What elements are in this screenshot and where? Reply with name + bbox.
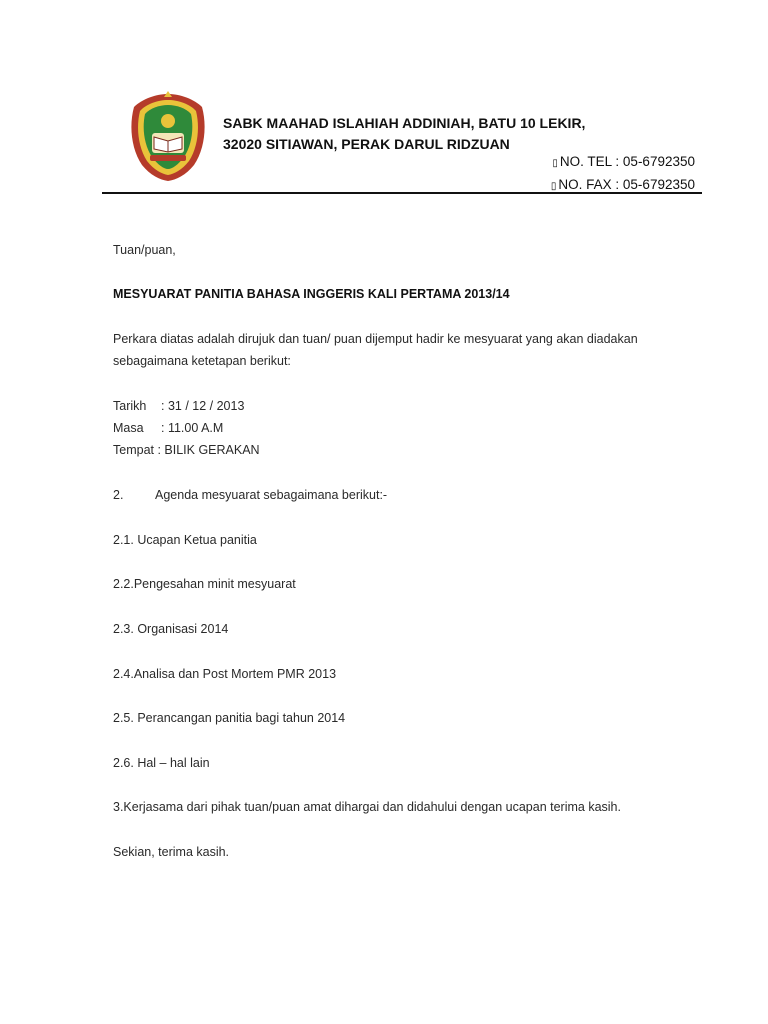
- school-crest-logo: [128, 91, 208, 183]
- date-value: : 31 / 12 / 2013: [161, 399, 245, 413]
- org-name-line: SABK MAAHAD ISLAHIAH ADDINIAH, BATU 10 LEKIR,: [223, 115, 586, 131]
- letter-subject: MESYUARAT PANITIA BAHASA INGGERIS KALI PERTAMA 2013/14: [113, 287, 510, 301]
- agenda-item: 2.1. Ucapan Ketua panitia: [113, 533, 257, 547]
- school-crest-icon: [128, 91, 208, 183]
- org-address-line: 32020 SITIAWAN, PERAK DARUL RIDZUAN: [223, 136, 510, 152]
- time-row: [113, 421, 223, 435]
- agenda-item: 2.4.Analisa dan Post Mortem PMR 2013: [113, 667, 337, 681]
- date-row: [113, 399, 244, 413]
- agenda-item: 2.5. Perancangan panitia bagi tahun 2014: [113, 711, 346, 725]
- agenda-heading: Agenda mesyuarat sebagaimana berikut:-: [155, 488, 388, 502]
- signoff: Sekian, terima kasih.: [113, 845, 230, 859]
- phone-icon: ▯: [552, 158, 558, 169]
- closing-paragraph: 3.Kerjasama dari pihak tuan/puan amat dihargai dan didahului dengan ucapan terima kasih.: [113, 800, 621, 814]
- header-divider: [102, 192, 702, 194]
- agenda-heading-row: [113, 488, 387, 502]
- date-label: Tarikh: [113, 399, 147, 413]
- fax-icon: ▯: [550, 181, 557, 192]
- fax-number: NO. FAX : 05-6792350: [558, 177, 695, 192]
- agenda-item: 2.6. Hal – hal lain: [113, 756, 210, 770]
- time-label: Masa: [113, 421, 144, 435]
- organization-header: [223, 113, 585, 155]
- agenda-item: 2.2.Pengesahan minit mesyuarat: [113, 577, 296, 591]
- salutation: Tuan/puan,: [113, 243, 176, 257]
- intro-line-1: Perkara diatas adalah dirujuk dan tuan/ puan dijemput hadir ke mesyuarat yang akan diadakan: [113, 332, 638, 346]
- tel-line: [551, 151, 695, 174]
- agenda-number: 2.: [113, 488, 124, 502]
- intro-line-2: sebagaimana ketetapan berikut:: [113, 354, 291, 368]
- agenda-item: 2.3. Organisasi 2014: [113, 622, 229, 636]
- contact-block: [551, 151, 695, 197]
- place-row: Tempat : BILIK GERAKAN: [113, 443, 260, 457]
- tel-number: NO. TEL : 05-6792350: [559, 154, 695, 169]
- time-value: : 11.00 A.M: [161, 421, 224, 435]
